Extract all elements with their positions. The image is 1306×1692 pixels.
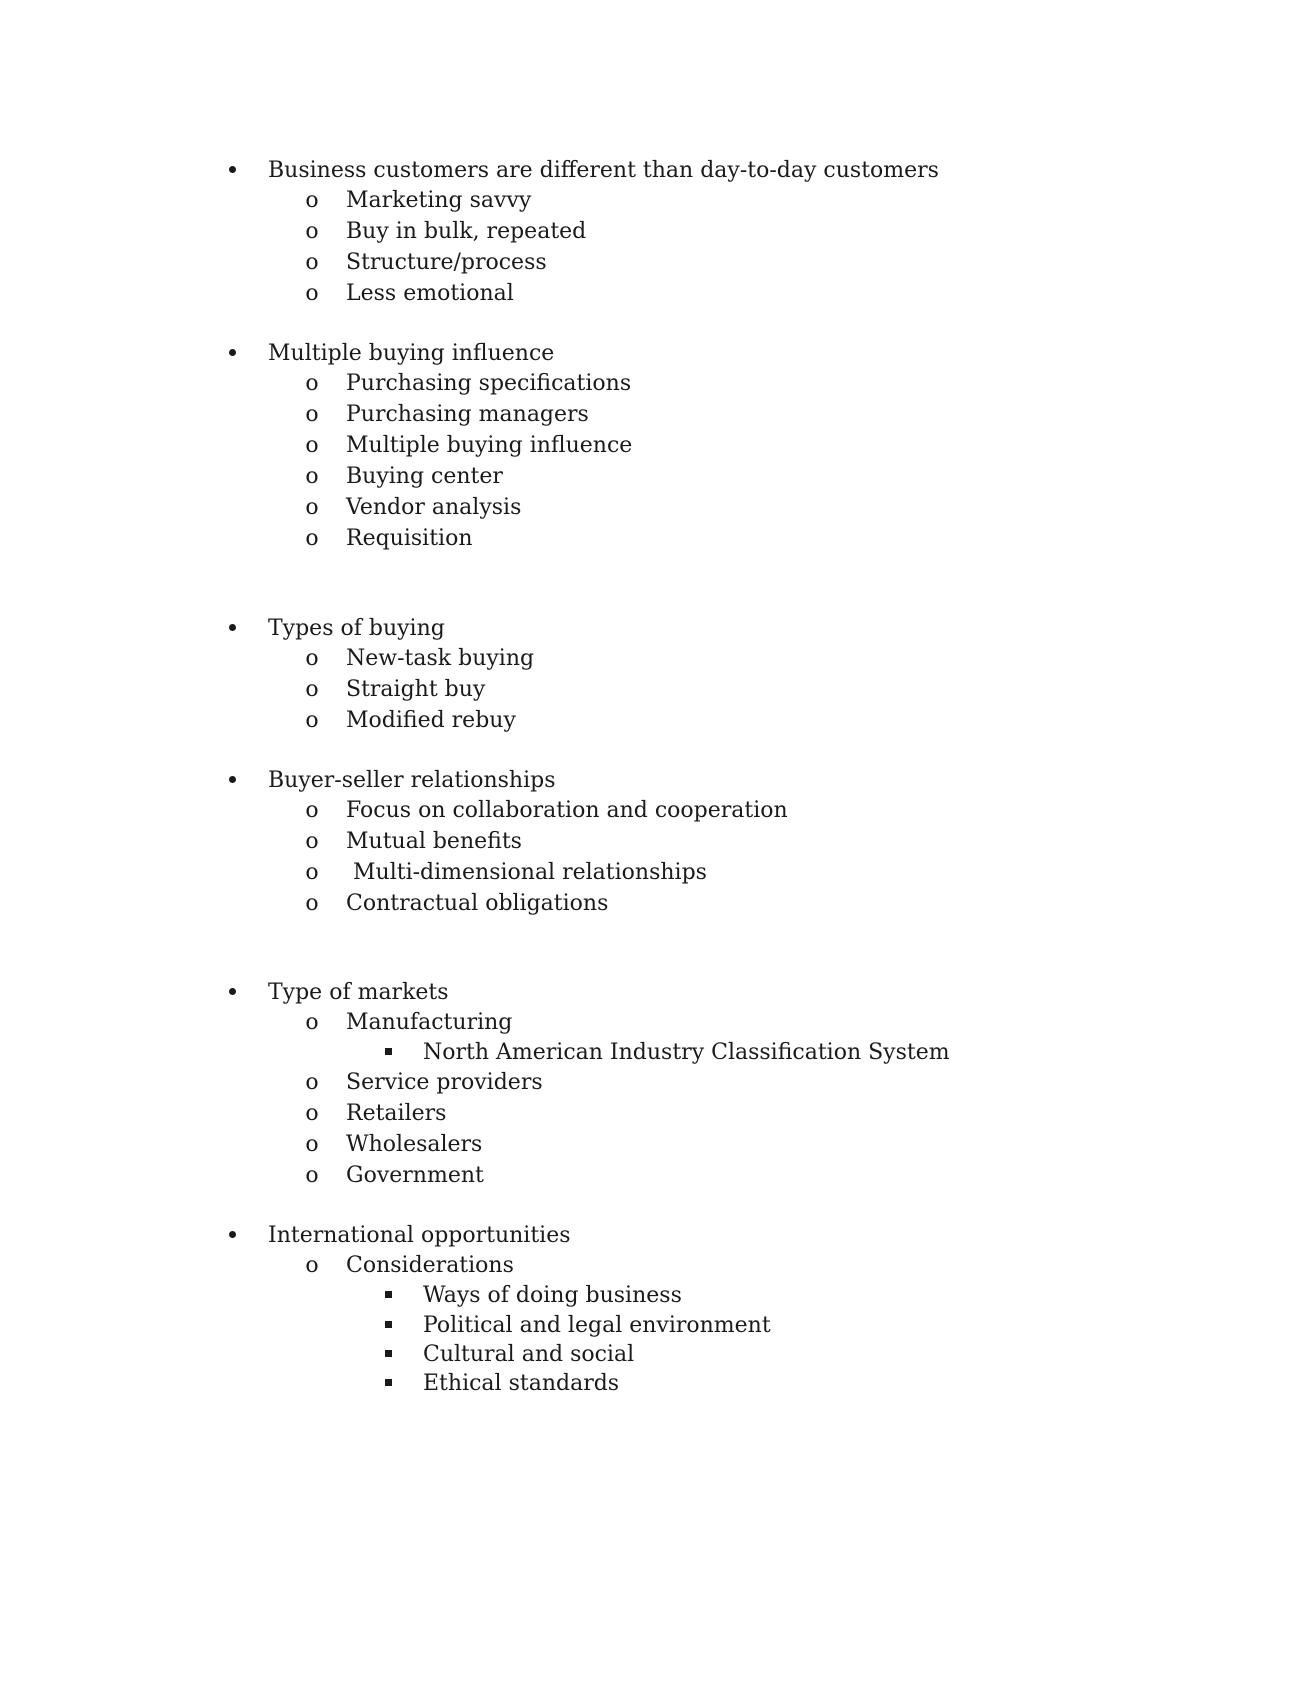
hollow-bullet-icon: o [305, 1070, 319, 1095]
section-heading [0, 155, 1306, 186]
hollow-bullet-icon: o [305, 495, 319, 520]
list-item [0, 795, 1306, 826]
section-heading-text: Buyer-seller relationships [268, 768, 556, 793]
sub-list-item-text: Ways of doing business [423, 1283, 682, 1308]
list-item [0, 461, 1306, 492]
list-item-text: Service providers [346, 1070, 543, 1095]
hollow-bullet-icon: o [305, 188, 319, 213]
hollow-bullet-icon: o [305, 433, 319, 458]
hollow-bullet-icon: o [305, 891, 319, 916]
sub-list-item-text: Cultural and social [423, 1342, 635, 1367]
hollow-bullet-icon: o [305, 646, 319, 671]
bullet-icon [224, 338, 240, 369]
list-item-text: Multiple buying influence [346, 433, 633, 458]
hollow-bullet-icon: o [305, 464, 319, 489]
bullet-icon [224, 613, 240, 644]
list-item-text: Purchasing specifications [346, 371, 632, 396]
list-item-text: Wholesalers [346, 1132, 483, 1157]
hollow-bullet-icon: o [305, 829, 319, 854]
list-item [0, 1250, 1306, 1281]
sub-list-item-text: Ethical standards [423, 1371, 620, 1396]
list-item [0, 1098, 1306, 1129]
section-heading-text: Types of buying [268, 616, 445, 641]
hollow-bullet-icon: o [305, 1163, 319, 1188]
list-item [0, 430, 1306, 461]
section-heading [0, 338, 1306, 369]
list-item [0, 1007, 1306, 1038]
bullet-icon [224, 765, 240, 796]
hollow-bullet-icon: o [305, 371, 319, 396]
list-item-text: Considerations [346, 1253, 514, 1278]
list-item-text: Contractual obligations [346, 891, 609, 916]
list-item [0, 399, 1306, 430]
list-item [0, 857, 1306, 888]
section-heading-text: International opportunities [268, 1223, 571, 1248]
square-bullet-icon [380, 1037, 396, 1068]
bullet-icon [224, 1220, 240, 1251]
bullet-icon [224, 155, 240, 186]
list-item-text: Straight buy [346, 677, 486, 702]
sub-list-item [0, 1310, 1306, 1341]
list-item-text: New-task buying [346, 646, 535, 671]
square-bullet-icon [380, 1310, 396, 1341]
sub-list-item [0, 1339, 1306, 1370]
list-item-text: Focus on collaboration and cooperation [346, 798, 788, 823]
list-item [0, 888, 1306, 919]
list-item [0, 368, 1306, 399]
square-bullet-icon [380, 1368, 396, 1399]
hollow-bullet-icon: o [305, 1010, 319, 1035]
section-heading [0, 977, 1306, 1008]
list-item [0, 216, 1306, 247]
square-bullet-icon [380, 1339, 396, 1370]
list-item-text: Purchasing managers [346, 402, 589, 427]
hollow-bullet-icon: o [305, 708, 319, 733]
list-item [0, 643, 1306, 674]
hollow-bullet-icon: o [305, 677, 319, 702]
list-item [0, 1129, 1306, 1160]
hollow-bullet-icon: o [305, 526, 319, 551]
list-item-text: Structure/process [346, 250, 547, 275]
section-heading [0, 1220, 1306, 1251]
hollow-bullet-icon: o [305, 860, 319, 885]
list-item-text: Buy in bulk, repeated [346, 219, 587, 244]
hollow-bullet-icon: o [305, 1132, 319, 1157]
list-item [0, 492, 1306, 523]
list-item-text: Mutual benefits [346, 829, 522, 854]
list-item [0, 247, 1306, 278]
list-item [0, 1160, 1306, 1191]
list-item-text: Modified rebuy [346, 708, 516, 733]
list-item-text: Multi-dimensional relationships [346, 860, 707, 885]
section-heading-text: Type of markets [268, 980, 449, 1005]
list-item-text: Retailers [346, 1101, 447, 1126]
hollow-bullet-icon: o [305, 1101, 319, 1126]
sub-list-item [0, 1280, 1306, 1311]
list-item-text: Government [346, 1163, 484, 1188]
sub-list-item-text: Political and legal environment [423, 1313, 771, 1338]
section-heading [0, 765, 1306, 796]
hollow-bullet-icon: o [305, 798, 319, 823]
sub-list-item [0, 1368, 1306, 1399]
section-heading-text: Business customers are different than day-to-day customers [268, 158, 939, 183]
list-item [0, 278, 1306, 309]
list-item-text: Buying center [346, 464, 503, 489]
list-item-text: Manufacturing [346, 1010, 513, 1035]
list-item [0, 185, 1306, 216]
section-heading-text: Multiple buying influence [268, 341, 555, 366]
list-item-text: Requisition [346, 526, 473, 551]
list-item-text: Less emotional [346, 281, 514, 306]
hollow-bullet-icon: o [305, 219, 319, 244]
list-item-text: Vendor analysis [346, 495, 522, 520]
list-item [0, 523, 1306, 554]
hollow-bullet-icon: o [305, 250, 319, 275]
list-item [0, 705, 1306, 736]
list-item [0, 1067, 1306, 1098]
square-bullet-icon [380, 1280, 396, 1311]
list-item [0, 674, 1306, 705]
sub-list-item [0, 1037, 1306, 1068]
bullet-icon [224, 977, 240, 1008]
hollow-bullet-icon: o [305, 1253, 319, 1278]
hollow-bullet-icon: o [305, 402, 319, 427]
list-item [0, 826, 1306, 857]
list-item-text: Marketing savvy [346, 188, 532, 213]
sub-list-item-text: North American Industry Classification System [423, 1040, 950, 1065]
section-heading [0, 613, 1306, 644]
hollow-bullet-icon: o [305, 281, 319, 306]
